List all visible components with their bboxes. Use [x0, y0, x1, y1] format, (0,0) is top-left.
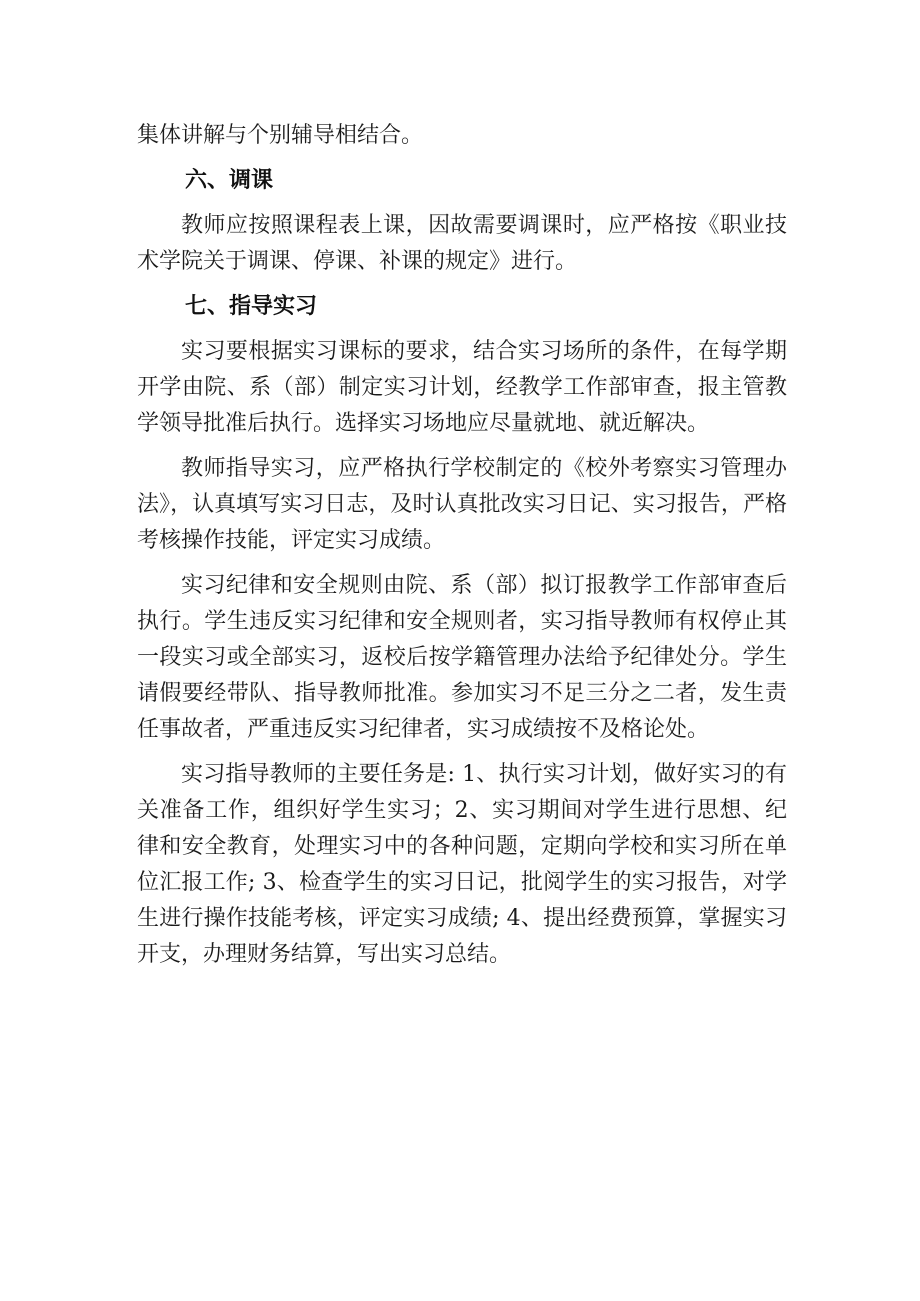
section7-paragraph-2: 教师指导实习，应严格执行学校制定的《校外考察实习管理办法》，认真填写实习日志，及时认真批改实习日记、实习报告，严格考核操作技能，评定实习成绩。	[137, 456, 787, 553]
section7-paragraph-3: 实习纪律和安全规则由院、系（部）拟订报教学工作部审查后执行。学生违反实习纪律和安全规则者，实习指导教师有权停止其一段实习或全部实习，返校后按学籍管理办法给予纪律处分。学生请假要经带队、指导教师批准。参加实习不足三分之二者，发生责任事故者，严重违反实习纪律者，实习成绩按不及格论处。	[137, 573, 787, 742]
continuation-paragraph: 集体讲解与个别辅导相结合。	[137, 123, 424, 148]
section-heading-7: 七、指导实习	[185, 294, 318, 319]
section-heading-6: 六、调课	[185, 168, 274, 193]
section7-paragraph-4: 实习指导教师的主要任务是: 1、执行实习计划，做好实习的有关准备工作，组织好学生实习；2、实习期间对学生进行思想、纪律和安全教育，处理实习中的各种问题，定期向学校和实习所在单位汇报工作; 3、检查学生的实习日记，批阅学生的实习报告，对学生进行操作技能考核，评定实习成绩; 4、提出经费预算，掌握实习开支，办理财务结算，写出实习总结。	[137, 762, 787, 967]
section6-paragraph-1: 教师应按照课程表上课，因故需要调课时，应严格按《职业技术学院关于调课、停课、补课的规定》进行。	[137, 213, 787, 274]
document-body	[137, 118, 787, 973]
section7-paragraph-1: 实习要根据实习课标的要求，结合实习场所的条件，在每学期开学由院、系（部）制定实习计划，经教学工作部审查，报主管教学领导批准后执行。选择实习场地应尽量就地、就近解决。	[137, 339, 787, 436]
